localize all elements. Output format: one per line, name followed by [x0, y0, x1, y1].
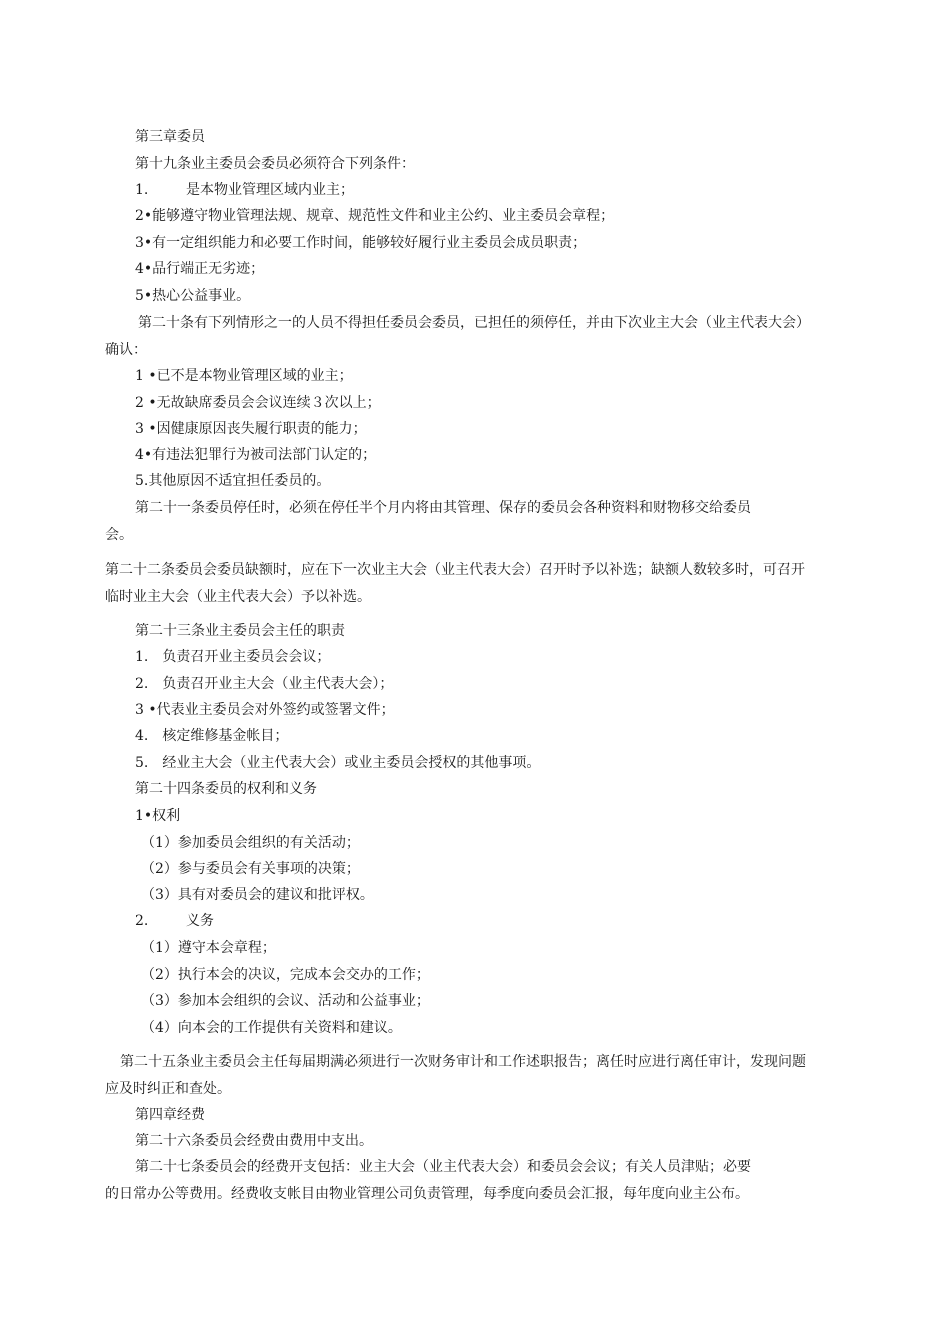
- article-23-item-1: 1. 负责召开业主委员会会议；: [135, 649, 331, 665]
- article-27-line-1: 第二十七条委员会的经费开支包括：业主大会（业主代表大会）和委员会会议；有关人员津贴；必要: [135, 1159, 751, 1175]
- article-20-line-1: 第二十条有下列情形之一的人员不得担任委员会委员，已担任的须停任，并由下次业主大会（业主代表大会）: [138, 315, 810, 331]
- item-text: 义务: [186, 913, 214, 929]
- article-19-item-3: 3•有一定组织能力和必要工作时间，能够较好履行业主委员会成员职责；: [135, 235, 587, 251]
- article-25-line-1: 第二十五条业主委员会主任每届期满必须进行一次财务审计和工作述职报告；离任时应进行离任审计，发现问题: [120, 1054, 806, 1070]
- article-19-item-5: 5•热心公益事业。: [135, 288, 251, 304]
- article-24-duty-1: （1）遵守本会章程；: [141, 940, 276, 956]
- article-23-item-4: 4. 核定维修基金帐目；: [135, 728, 289, 744]
- article-21-line-2: 会。: [105, 527, 133, 543]
- article-24-duty-4: （4）向本会的工作提供有关资料和建议。: [141, 1020, 402, 1036]
- article-27-line-2: 的日常办公等费用。经费收支帐目由物业管理公司负责管理，每季度向委员会汇报，每年度向业主公布。: [105, 1186, 749, 1202]
- chapter-3-title: 第三章委员: [135, 129, 205, 145]
- article-19-item-1: [135, 181, 354, 199]
- article-19-item-4: 4•品行端正无劣迹；: [135, 261, 265, 277]
- article-20-item-4: 4•有违法犯罪行为被司法部门认定的；: [135, 447, 377, 463]
- article-24-duties-heading: [135, 912, 214, 930]
- article-24-duty-2: （2）执行本会的决议，完成本会交办的工作；: [141, 967, 430, 983]
- article-24-rights-heading: 1•权利: [135, 808, 181, 824]
- article-20-item-2: 2 •无故缺席委员会会议连续３次以上；: [135, 395, 381, 411]
- chapter-4-title: 第四章经费: [135, 1107, 205, 1123]
- item-number: 1.: [135, 182, 149, 198]
- article-23-item-5: 5. 经业主大会（业主代表大会）或业主委员会授权的其他事项。: [135, 755, 541, 771]
- article-22-line-1: 第二十二条委员会委员缺额时，应在下一次业主大会（业主代表大会）召开时予以补选；缺额人数较多时，可召开: [105, 562, 805, 578]
- article-20-line-2: 确认：: [105, 342, 147, 358]
- article-20-item-3: 3 •因健康原因丧失履行职责的能力；: [135, 421, 367, 437]
- article-24-heading: 第二十四条委员的权利和义务: [135, 781, 317, 797]
- article-24-duty-3: （3）参加本会组织的会议、活动和公益事业；: [141, 993, 430, 1009]
- item-text: 是本物业管理区域内业主；: [186, 182, 354, 198]
- article-25-line-2: 应及时纠正和查处。: [105, 1081, 231, 1097]
- article-19-item-2: 2•能够遵守物业管理法规、规章、规范性文件和业主公约、业主委员会章程；: [135, 208, 615, 224]
- article-20-item-5: 5.其他原因不适宜担任委员的。: [135, 473, 331, 489]
- article-23-item-3: 3 •代表业主委员会对外签约或签署文件；: [135, 702, 395, 718]
- article-19-heading: 第十九条业主委员会委员必须符合下列条件：: [135, 156, 415, 172]
- article-24-right-2: （2）参与委员会有关事项的决策；: [141, 861, 360, 877]
- article-20-item-1: 1 •已不是本物业管理区域的业主；: [135, 368, 353, 384]
- article-24-right-3: （3）具有对委员会的建议和批评权。: [141, 887, 374, 903]
- article-26: 第二十六条委员会经费由费用中支出。: [135, 1133, 373, 1149]
- article-23-item-2: 2. 负责召开业主大会（业主代表大会）；: [135, 676, 394, 692]
- article-22-line-2: 临时业主大会（业主代表大会）予以补选。: [105, 589, 371, 605]
- article-24-right-1: （1）参加委员会组织的有关活动；: [141, 835, 360, 851]
- article-23-heading: 第二十三条业主委员会主任的职责: [135, 623, 345, 639]
- article-21-line-1: 第二十一条委员停任时，必须在停任半个月内将由其管理、保存的委员会各种资料和财物移交给委员: [135, 500, 751, 516]
- item-number: 2.: [135, 913, 149, 929]
